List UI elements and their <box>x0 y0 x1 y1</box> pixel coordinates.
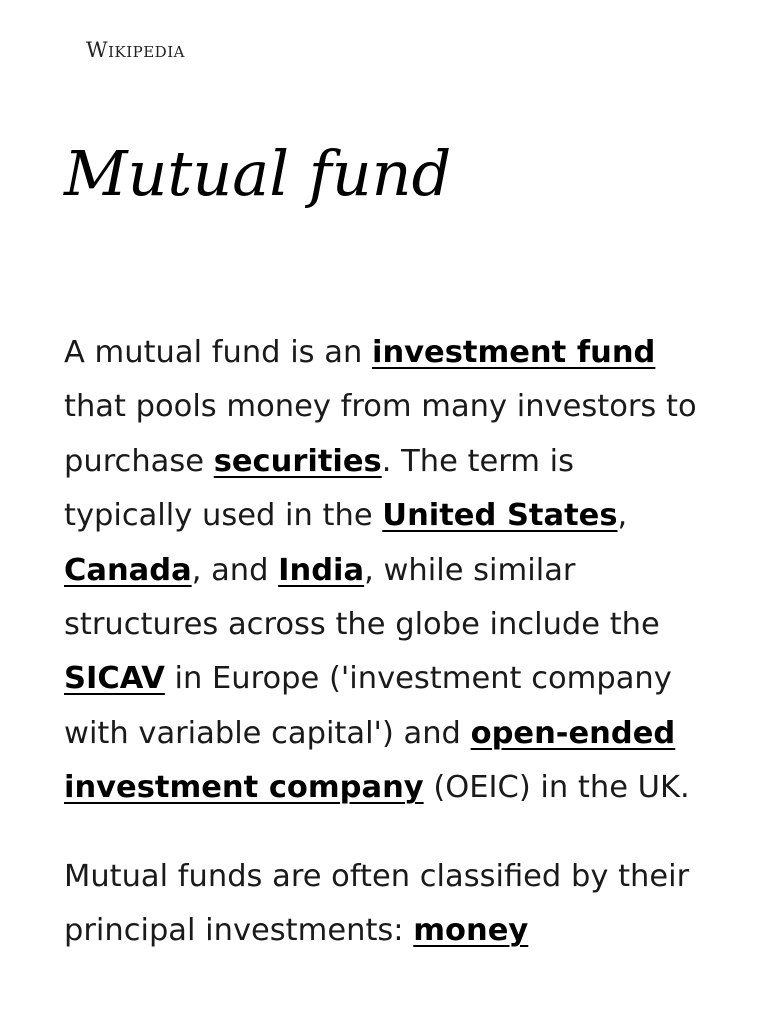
link-open-ended-investment-company[interactable]: open-ended investment company <box>64 715 676 806</box>
text-span: . The term is typically used in the <box>64 443 575 534</box>
link-india[interactable]: India <box>278 552 365 588</box>
text-span: , and <box>191 552 279 588</box>
paragraph-intro <box>64 326 704 816</box>
text-span: (OEIC) in the UK. <box>423 770 690 806</box>
link-united-states[interactable]: United States <box>382 498 618 534</box>
text-span: in Europe ('investment company with variable capital') and <box>64 661 672 751</box>
text-span: that pools money from many investors to purchase <box>64 389 697 479</box>
link-canada[interactable]: Canada <box>64 552 192 588</box>
link-money[interactable]: money <box>413 913 529 949</box>
text-span: Mutual funds are often classified by their principal investments: <box>64 858 690 949</box>
link-securities[interactable]: securities <box>213 443 382 479</box>
wikipedia-wordmark[interactable]: Wikipedia <box>86 38 185 62</box>
page-title: Mutual fund <box>64 137 452 210</box>
text-span: A mutual fund is an <box>64 335 372 370</box>
link-investment-fund[interactable]: investment fund <box>371 335 656 370</box>
link-sicav[interactable]: SICAV <box>64 661 165 697</box>
article-body <box>64 326 704 958</box>
paragraph-classification <box>64 850 704 959</box>
text-span: , while similar structures across the globe include the <box>64 552 660 643</box>
text-span: , <box>617 498 628 534</box>
